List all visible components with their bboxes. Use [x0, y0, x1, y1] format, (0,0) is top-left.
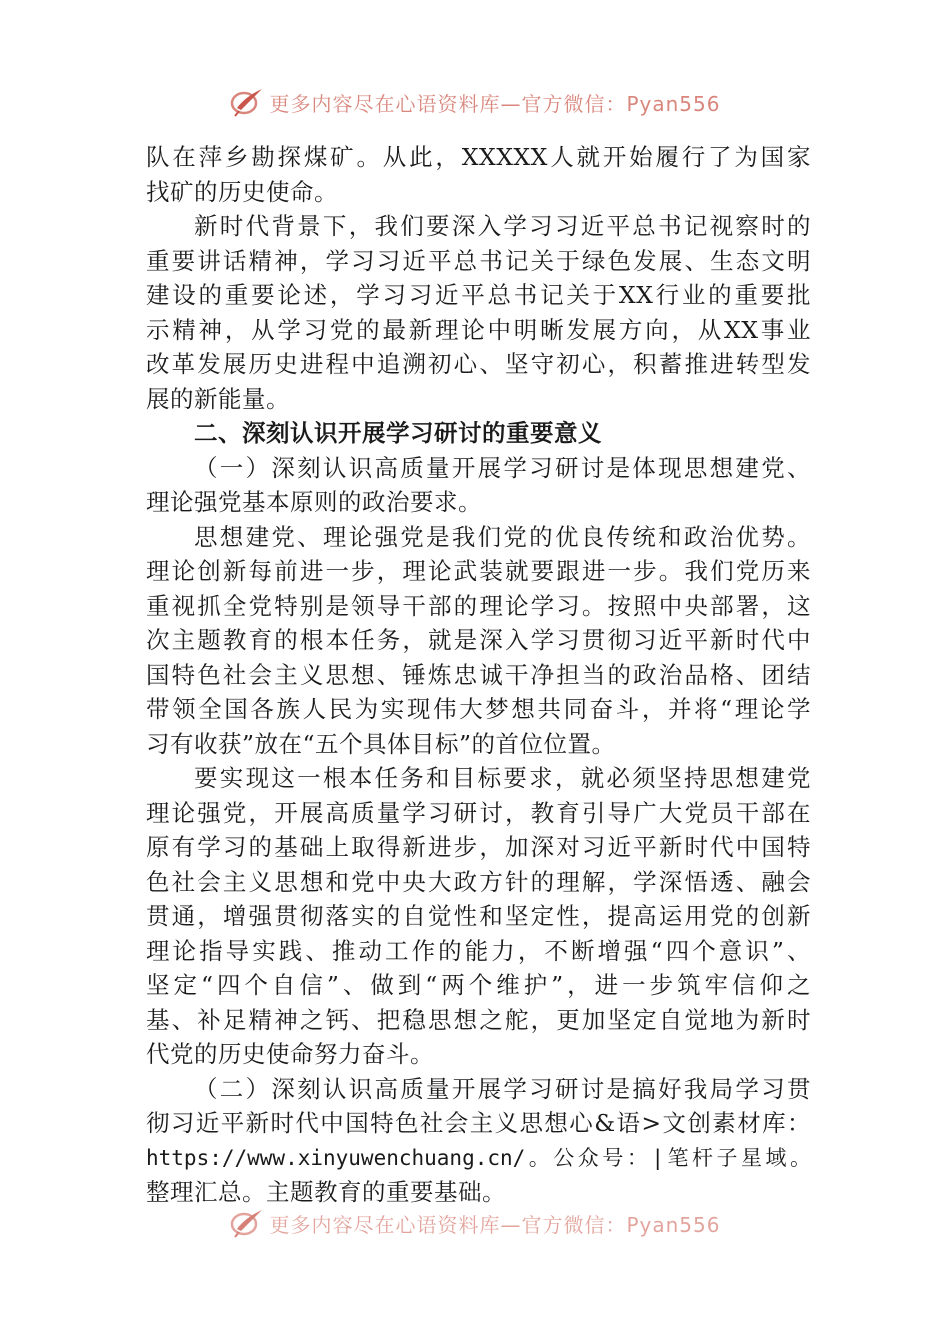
text-line: 原有学习的基础上取得新进步，加深对习近平新时代中国特: [146, 833, 811, 861]
text-line: 基、补足精神之钙、把稳思想之舵，更加坚定自觉地为新时: [146, 1005, 811, 1034]
text-line: 要实现这一根本任务和目标要求，就必须坚持思想建党: [194, 764, 811, 792]
text-line: 理论指导实践、推动工作的能力，不断增强“四个意识”、: [146, 936, 811, 965]
text-line: 建设的重要论述，学习习近平总书记关于XX行业的重要批: [146, 281, 811, 309]
watermark-footer: [0, 1205, 950, 1241]
section-heading: 二、深刻认识开展学习研讨的重要意义: [194, 419, 602, 447]
text-line: 色社会主义思想和党中央大政方针的理解，学深悟透、融会: [146, 867, 811, 896]
feather-swirl-icon: [229, 86, 265, 118]
text-line: 带领全国各族人民为实现伟大梦想共同奋斗，并将“理论学: [146, 695, 811, 723]
text-line: （一）深刻认识高质量开展学习研讨是体现思想建党、: [194, 453, 811, 482]
document-body: [146, 140, 811, 1210]
text-line: 代党的历史使命努力奋斗。: [146, 1040, 434, 1068]
text-line: 坚定“四个自信”、做到“两个维护”，进一步筑牢信仰之: [146, 971, 811, 999]
text-line: 新时代背景下，我们要深入学习习近平总书记视察时的: [194, 212, 811, 240]
text-line: 整理汇总。主题教育的重要基础。: [146, 1178, 506, 1206]
text-line: 彻习近平新时代中国特色社会主义思想心&语>文创素材库：: [146, 1109, 811, 1137]
text-line: 理论强党基本原则的政治要求。: [146, 488, 482, 516]
text-line: 示精神，从学习党的最新理论中明晰发展方向，从XX事业: [146, 315, 811, 344]
text-line: 找矿的历史使命。: [146, 177, 338, 206]
text-line: 改革发展历史进程中追溯初心、坚守初心，积蓄推进转型发: [146, 350, 811, 378]
text-line: 习有收获”放在“五个具体目标”的首位位置。: [146, 729, 616, 758]
feather-swirl-icon: [229, 1207, 265, 1239]
watermark-text: 更多内容尽在心语资料库—官方微信：Pyan556: [269, 91, 721, 116]
text-line: 重视抓全党特别是领导干部的理论学习。按照中央部署，这: [146, 591, 811, 620]
text-line: 贯通，增强贯彻落实的自觉性和坚定性，提高运用党的创新: [146, 902, 811, 930]
text-line: 队在萍乡勘探煤矿。从此，XXXXX人就开始履行了为国家: [146, 143, 811, 171]
text-line: 重要讲话精神，学习习近平总书记关于绿色发展、生态文明: [146, 246, 811, 275]
text-line: 国特色社会主义思想、锤炼忠诚干净担当的政治品格、团结: [146, 660, 811, 689]
text-line: （二）深刻认识高质量开展学习研讨是搞好我局学习贯: [194, 1074, 811, 1103]
watermark-header: [0, 84, 950, 120]
watermark-text: 更多内容尽在心语资料库—官方微信：Pyan556: [269, 1212, 721, 1237]
text-line: 理论创新每前进一步，理论武装就要跟进一步。我们党历来: [146, 557, 811, 585]
text-line: 次主题教育的根本任务，就是深入学习贯彻习近平新时代中: [146, 626, 811, 654]
text-line: https://www.xinyuwenchuang.cn/。公众号：|笔杆子星域。: [146, 1145, 811, 1170]
text-line: 展的新能量。: [146, 384, 290, 413]
text-line: 理论强党，开展高质量学习研讨，教育引导广大党员干部在: [146, 798, 811, 827]
text-line: 思想建党、理论强党是我们党的优良传统和政治优势。: [194, 522, 811, 551]
